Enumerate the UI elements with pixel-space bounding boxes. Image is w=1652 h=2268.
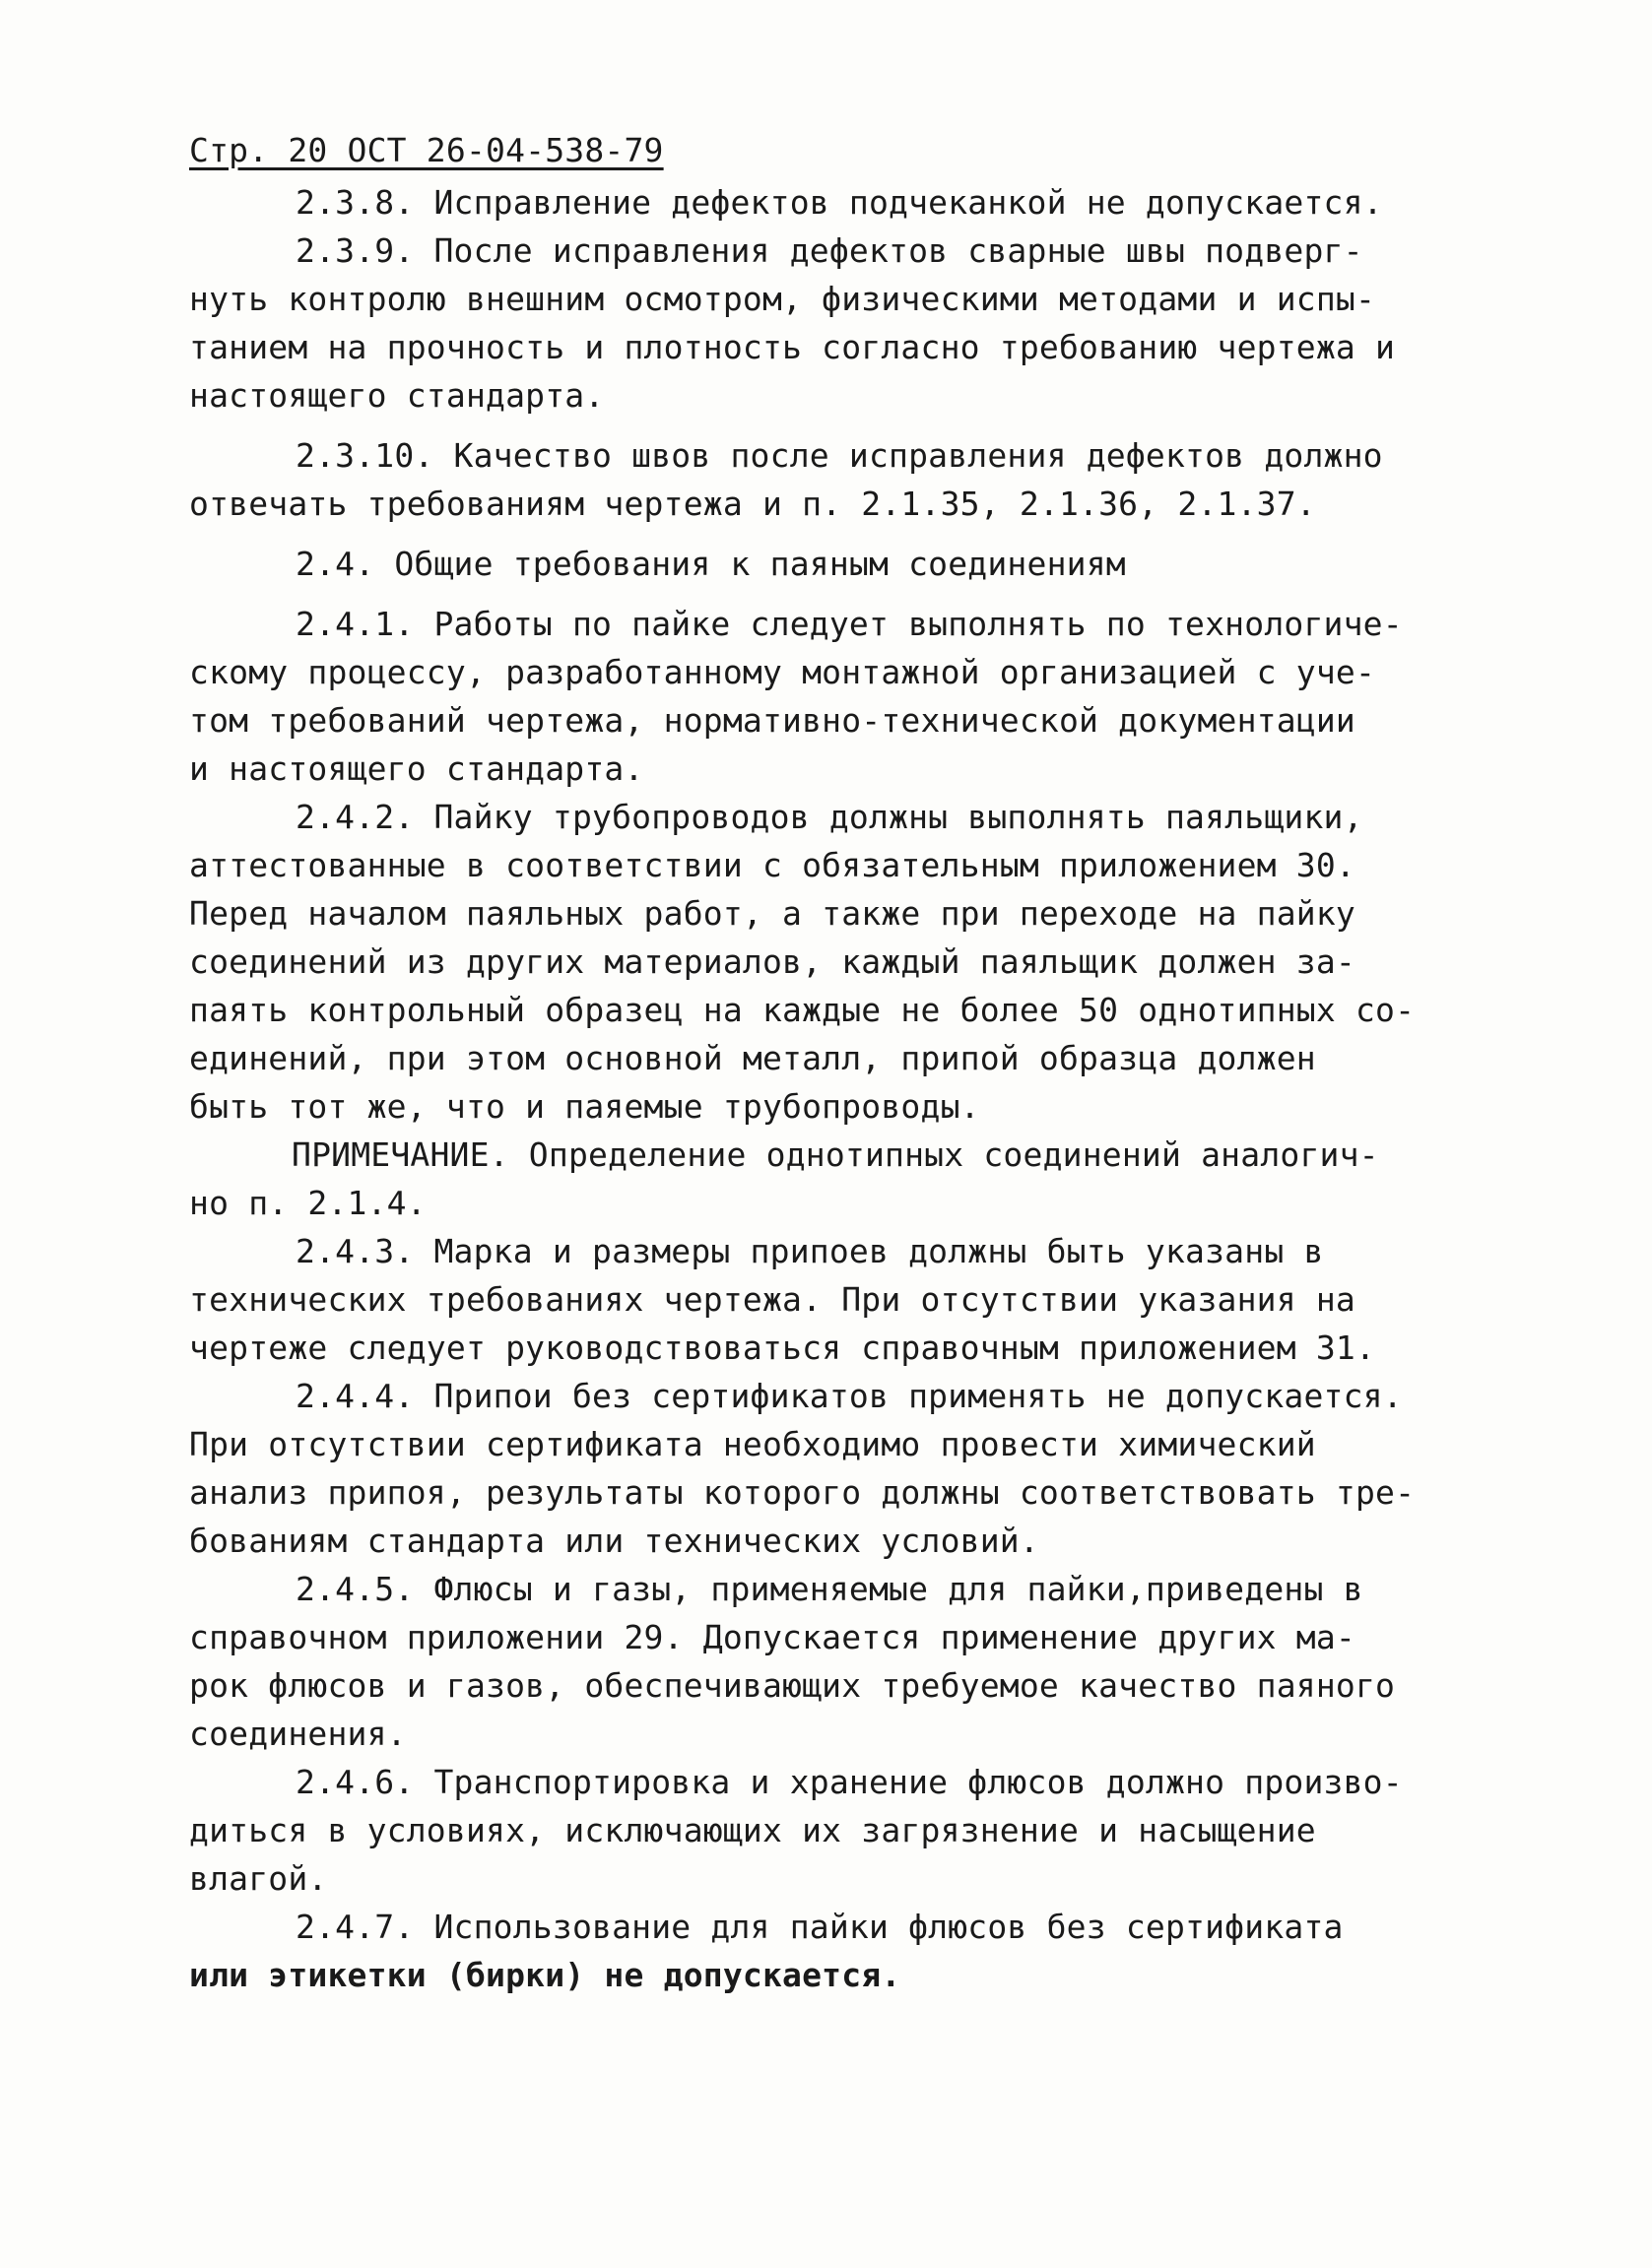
document-body (189, 126, 1499, 1999)
text-line: Перед началом паяльных работ, а также при переходе на пайку (189, 894, 1355, 933)
text-line: паять контрольный образец на каждые не более 50 однотипных со- (189, 991, 1416, 1029)
text-line: том требований чертежа, нормативно-технической документации (189, 701, 1355, 740)
text-line: нуть контролю внешним осмотром, физическими методами и испы- (189, 280, 1376, 318)
text-line: соединений из других материалов, каждый паяльщик должен за- (189, 942, 1355, 981)
clause-2-4-2: 2.4.2. Пайку трубопроводов должны выполнять паяльщики, (296, 798, 1363, 836)
text-line: справочном приложении 29. Допускается применение других ма- (189, 1618, 1355, 1656)
text-line: но п. 2.1.4. (189, 1184, 427, 1222)
text-line: быть тот же, что и паяемые трубопроводы. (189, 1087, 980, 1126)
text-line: диться в условиях, исключающих их загрязнение и насыщение (189, 1811, 1316, 1849)
clause-2-4-5: 2.4.5. Флюсы и газы, применяемые для пайки,приведены в (296, 1570, 1363, 1608)
note-line: ПРИМЕЧАНИЕ. Определение однотипных соединений аналогич- (292, 1135, 1379, 1174)
text-line: скому процессу, разработанному монтажной организацией с уче- (189, 653, 1376, 691)
text-line: аттестованные в соответствии с обязательным приложением 30. (189, 846, 1355, 884)
clause-2-4-3: 2.4.3. Марка и размеры припоев должны быть указаны в (296, 1232, 1324, 1270)
clause-2-4-7: 2.4.7. Использование для пайки флюсов без сертификата (296, 1908, 1344, 1946)
text-line: соединения. (189, 1715, 407, 1753)
text-line: отвечать требованиям чертежа и п. 2.1.35, 2.1.36, 2.1.37. (189, 485, 1316, 523)
text-line: технических требованиях чертежа. При отсутствии указания на (189, 1280, 1355, 1319)
text-line: бованиям стандарта или технических условий. (189, 1522, 1039, 1560)
clause-2-4-4: 2.4.4. Припои без сертификатов применять не допускается. (296, 1377, 1403, 1415)
text-line: рок флюсов и газов, обеспечивающих требуемое качество паяного (189, 1666, 1396, 1705)
text-line: При отсутствии сертификата необходимо провести химический (189, 1425, 1316, 1463)
text-line: влагой. (189, 1859, 328, 1898)
section-heading-2-4: 2.4. Общие требования к паяным соединениям (296, 545, 1126, 583)
text-line: анализ припоя, результаты которого должны соответствовать тре- (189, 1473, 1416, 1512)
clause-2-3-8: 2.3.8. Исправление дефектов подчеканкой не допускается. (296, 183, 1383, 222)
text-line: и настоящего стандарта. (189, 749, 644, 788)
text-line: танием на прочность и плотность согласно требованию чертежа и (189, 328, 1396, 366)
clause-2-3-9: 2.3.9. После исправления дефектов сварные швы подверг- (296, 231, 1363, 270)
text-line: настоящего стандарта. (189, 376, 605, 415)
page-header: Стр. 20 ОСТ 26-04-538-79 (189, 131, 664, 169)
clause-2-3-10: 2.3.10. Качество швов после исправления дефектов должно (296, 436, 1383, 475)
text-line: чертеже следует руководствоваться справочным приложением 31. (189, 1328, 1376, 1367)
text-line: единений, при этом основной металл, припой образца должен (189, 1039, 1316, 1077)
clause-2-4-6: 2.4.6. Транспортировка и хранение флюсов должно произво- (296, 1763, 1403, 1801)
clause-2-4-1: 2.4.1. Работы по пайке следует выполнять по технологиче- (296, 605, 1403, 643)
text-line: или этикетки (бирки) не допускается. (189, 1956, 901, 1994)
